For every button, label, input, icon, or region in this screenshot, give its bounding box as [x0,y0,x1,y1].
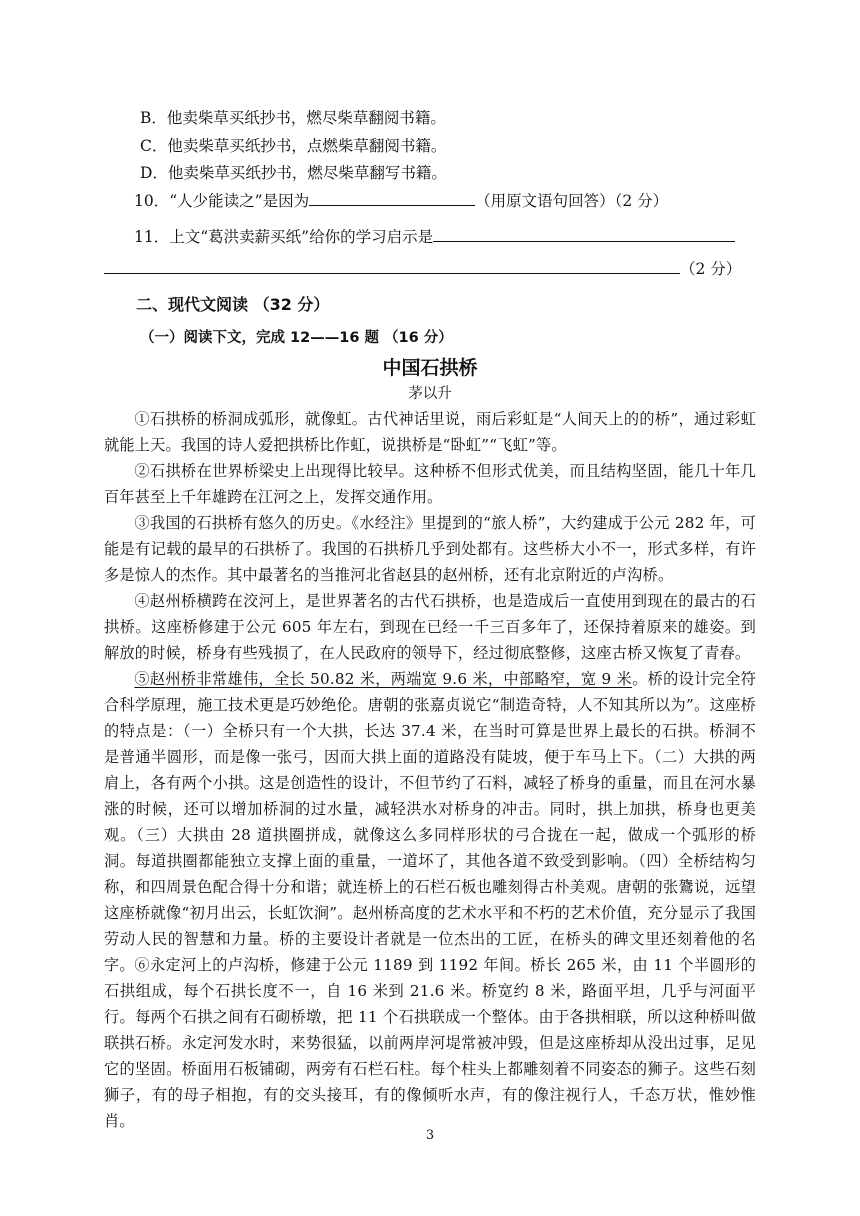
article-author: 茅以升 [408,386,452,402]
answer-blank-11b[interactable] [104,258,680,274]
paragraph-6: ⑥永定河上的卢沟桥，修建于公元 1189 到 1192 年间。桥长 265 米，由 11 个半圆形的石拱组成，每个石拱长度不一，自 16 米到 21.6 米。桥宽约 8 米，路面平坦，几乎与河面平行。每两个石拱之间有石砌桥墩，把 11 个石拱联成一个整体。由于各拱相联，所以这种桥叫做联拱石桥。永定河发水时，来势很猛，以前两岸河堤常被冲毁，但是这座桥却从没出过事，足见它的坚固。桥面用石板铺砌，两旁有石栏石柱。每个柱头上都雕刻着不同姿态的狮子。这些石刻狮子，有的母子相抱，有的交头接耳，有的像倾听水声，有的像注视行人，千态万状，惟妙惟肖。 [104,956,756,1130]
question-10-suffix: （用原文语句回答）（2 分） [475,192,669,210]
paragraph-2: ②石拱桥在世界桥梁史上出现得比较早。这种桥不但形式优美，而且结构坚固，能几十年几百年甚至上千年雄跨在江河之上，发挥交通作用。 [104,462,756,506]
option-c: C．他卖柴草买纸抄书，点燃柴草翻阅书籍。 [140,137,447,155]
question-11-line2 [104,258,754,279]
section-heading: 二、现代文阅读 （32 分） [136,295,330,314]
paragraph-5 [104,666,756,978]
paragraph-3: ③我国的石拱桥有悠久的历史。《水经注》里提到的“旅人桥”，大约建成于公元 282 年，可能是有记载的最早的石拱桥了。我国的石拱桥几乎到处都有。这些桥大小不一，形式多样，有许多是惊人的杰作。其中最著名的当推河北省赵县的赵州桥，还有北京附近的卢沟桥。 [104,514,756,584]
subsection-heading: （一）阅读下文，完成 12——16 题 （16 分） [140,330,453,346]
paragraph-4: ④赵州桥横跨在洨河上，是世界著名的古代石拱桥，也是造成后一直使用到现在的最古的石拱桥。这座桥修建于公元 605 年左右，到现在已经一千三百多年了，还保持着原来的雄姿。到解放的时候，桥身有些残损了，在人民政府的领导下，经过彻底整修，这座古桥又恢复了青春。 [104,592,756,662]
answer-blank-10[interactable] [309,190,475,206]
answer-blank-11a[interactable] [433,226,735,242]
paragraph-1: ①石拱桥的桥洞成弧形，就像虹。古代神话里说，雨后彩虹是“人间天上的的桥”，通过彩虹就能上天。我国的诗人爱把拱桥比作虹，说拱桥是“卧虹”“飞虹”等。 [104,410,756,454]
question-10 [134,190,784,211]
option-d: D．他卖柴草买纸抄书，燃尽柴草翻写书籍。 [140,164,447,182]
question-11-points: （2 分） [680,260,742,278]
paragraph-5-rest: 。桥的设计完全符合科学原理，施工技术更是巧妙绝伦。唐朝的张嘉贞说它“制造奇特，人不知其所以为”。这座桥的特点是：（一）全桥只有一个大拱，长达 37.4 米，在当时可算是世界上最长的石拱。桥洞不是普通半圆形，而是像一张弓，因而大拱上面的道路没有陡坡，便于车马上下。（二）大拱的两肩上，各有两个小拱。这是创造性的设计，不但节约了石料，减轻了桥身的重量，而且在河水暴涨的时候，还可以增加桥洞的过水量，减轻洪水对桥身的冲击。同时，拱上加拱，桥身也更美观。（三）大拱由 28 道拱圈拼成，就像这么多同样形状的弓合拢在一起，做成一个弧形的桥洞。每道拱圈都能独立支撑上面的重量，一道坏了，其他各道不致受到影响。（四）全桥结构匀称，和四周景色配合得十分和谐；就连桥上的石栏石板也雕刻得古朴美观。唐朝的张鷟说，远望这座桥就像“初月出云，长虹饮涧”。赵州桥高度的艺术水平和不朽的艺术价值，充分显示了我国劳动人民的智慧和力量。桥的主要设计者就是一位杰出的工匠，在桥头的碑文里还刻着他的名字。 [104,670,757,974]
question-11 [134,226,784,247]
option-b: B．他卖柴草买纸抄书，燃尽柴草翻阅书籍。 [140,109,446,127]
article-title: 中国石拱桥 [382,357,478,379]
question-11-prefix: 11．上文“葛洪卖薪买纸”给你的学习启示是 [134,228,434,246]
question-10-prefix: 10．“人少能读之”是因为 [134,192,310,210]
page-number: 3 [425,1128,435,1143]
paragraph-5-underlined: ⑤赵州桥非常雄伟，全长 50.82 米，两端宽 9.6 米，中部略窄，宽 9 米 [134,670,633,688]
